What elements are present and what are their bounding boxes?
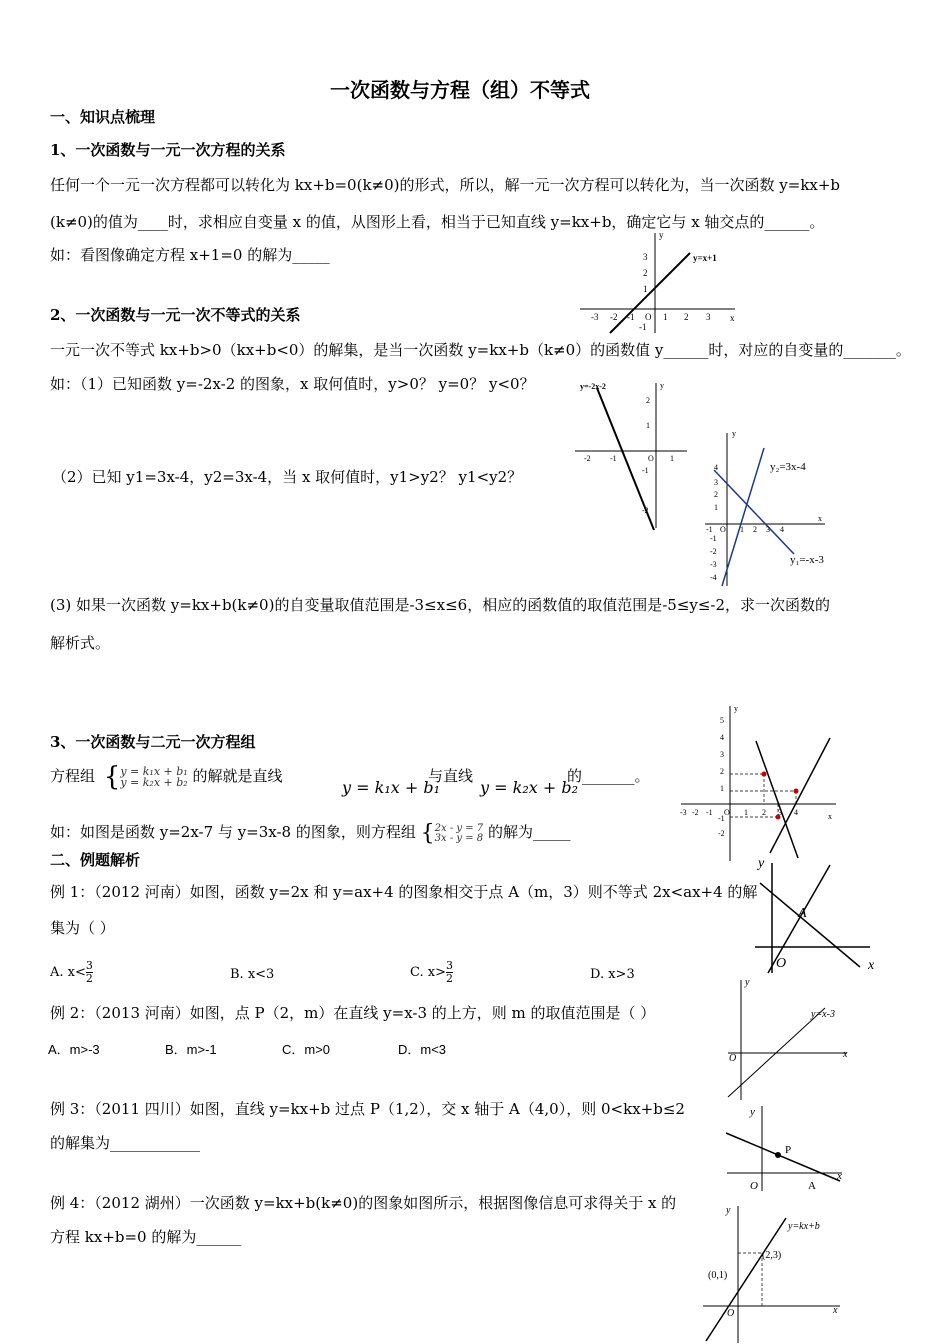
section-heading-examples: 二、例题解析 xyxy=(50,851,141,869)
graph-example-1 xyxy=(750,855,880,975)
svg-text:O: O xyxy=(720,525,726,534)
paragraph-s2-line1: 一元一次不等式 kx+b>0（kx+b<0）的解集，是当一次函数 y=kx+b（k≠0）的函数值 y______时，对应的自变量的_______。 xyxy=(50,341,911,359)
svg-text:1: 1 xyxy=(714,503,718,512)
svg-text:-1: -1 xyxy=(627,312,635,322)
point-0-1-label: (0,1) xyxy=(708,1270,728,1281)
svg-text:x: x xyxy=(843,1049,848,1060)
svg-text:3: 3 xyxy=(714,478,718,487)
svg-text:3: 3 xyxy=(766,525,770,534)
svg-text:x: x xyxy=(730,313,735,323)
svg-text:O: O xyxy=(645,312,652,322)
svg-text:1: 1 xyxy=(646,421,650,430)
point-p xyxy=(775,1152,781,1158)
svg-text:y: y xyxy=(745,977,750,988)
svg-text:-2: -2 xyxy=(692,808,699,817)
example-4-line2: 方程 kx+b=0 的解为______ xyxy=(50,1228,242,1246)
svg-text:2: 2 xyxy=(762,808,766,817)
svg-text:2: 2 xyxy=(714,490,718,499)
svg-text:y: y xyxy=(758,856,765,871)
svg-text:2: 2 xyxy=(684,312,689,322)
subsection-heading-2: 2、一次函数与一元一次不等式的关系 xyxy=(50,306,301,324)
graph-2-label: y=-2x-2 xyxy=(580,382,606,391)
paragraph-s1-line2: (k≠0)的值为____时，求相应自变量 x 的值，从图形上看，相当于已知直线 y=kx+b，确定它与 x 轴交点的______。 xyxy=(50,213,825,231)
svg-text:-1: -1 xyxy=(706,525,713,534)
option-b: B. x<3 xyxy=(230,967,275,982)
graph-3-label-y2: y₂=3x-4 xyxy=(770,461,806,473)
subsection-heading-1: 1、一次函数与一元一次方程的关系 xyxy=(50,141,286,159)
section-heading-knowledge: 一、知识点梳理 xyxy=(50,108,156,126)
svg-text:x: x xyxy=(828,812,832,821)
fraction-3-2-a xyxy=(86,960,93,985)
point-a-label: A xyxy=(798,906,807,921)
point-red-1 xyxy=(762,772,767,777)
svg-text:x: x xyxy=(837,1170,842,1182)
svg-text:3: 3 xyxy=(643,252,648,262)
graph-two-lines xyxy=(700,428,845,588)
svg-text:O: O xyxy=(776,956,787,971)
line-y-ax-4 xyxy=(760,883,860,967)
example-system-eq-1: 2x - y = 7 xyxy=(434,822,484,834)
svg-text:-3: -3 xyxy=(680,808,687,817)
svg-text:-1: -1 xyxy=(710,534,717,543)
example-2-line1: 例 2：（2013 河南）如图，点 P（2，m）在直线 y=x-3 的上方，则 m 的取值范围是（ ） xyxy=(50,1004,656,1022)
option-d: D. x>3 xyxy=(590,967,635,982)
option-c-text: C. x> xyxy=(410,965,446,980)
svg-text:1: 1 xyxy=(740,525,744,534)
svg-text:5: 5 xyxy=(720,716,724,725)
svg-text:2: 2 xyxy=(720,767,724,776)
example-s2-3-line2: 解析式。 xyxy=(50,634,111,652)
example-1-line1: 例 1：（2012 河南）如图，函数 y=2x 和 y=ax+4 的图象相交于点 A（m，3）则不等式 2x<ax+4 的解 xyxy=(50,883,758,901)
graph-y-x-plus-1 xyxy=(575,228,745,338)
example-system-eq-2: 3x - y = 8 xyxy=(434,832,484,844)
line-b xyxy=(770,738,830,853)
svg-text:4: 4 xyxy=(714,463,718,472)
fraction-den: 2 xyxy=(445,972,453,985)
example-1-line2: 集为（ ） xyxy=(50,919,115,937)
s3-text-a: 方程组 xyxy=(50,767,96,785)
subsection-heading-3: 3、一次函数与二元一次方程组 xyxy=(50,733,256,751)
svg-text:-2: -2 xyxy=(710,547,717,556)
svg-text:4: 4 xyxy=(780,525,784,534)
page-title: 一次函数与方程（组）不等式 xyxy=(330,78,590,102)
svg-text:-2: -2 xyxy=(610,312,618,322)
option-a-text: A. x< xyxy=(50,965,86,980)
point-2-3-label: (2,3) xyxy=(762,1250,782,1261)
s3-text-c: 与直线 xyxy=(428,767,474,785)
e2-option-c: C．m>0 xyxy=(282,1042,331,1057)
svg-text:2: 2 xyxy=(753,525,757,534)
svg-text:1: 1 xyxy=(744,808,748,817)
graph-system-lines xyxy=(678,703,838,863)
svg-text:-1: -1 xyxy=(718,814,725,823)
option-c xyxy=(410,960,453,985)
point-p-label: P xyxy=(785,1144,792,1156)
svg-text:-1: -1 xyxy=(610,454,617,463)
line-y2 xyxy=(722,448,764,586)
graph-example-2 xyxy=(725,975,855,1105)
example-s1: 如：看图像确定方程 x+1=0 的解为_____ xyxy=(50,246,330,264)
fraction-den: 2 xyxy=(85,972,93,985)
option-a xyxy=(50,960,93,985)
svg-text:y: y xyxy=(660,381,664,390)
svg-text:3: 3 xyxy=(706,312,711,322)
svg-text:1: 1 xyxy=(663,312,668,322)
svg-text:y: y xyxy=(750,1106,755,1118)
system-eq-2: y = k₂x + b₂ xyxy=(120,776,188,789)
svg-text:-1: -1 xyxy=(642,466,649,475)
svg-text:O: O xyxy=(648,454,654,463)
graph-3-label-y1: y₁=-x-3 xyxy=(790,554,824,566)
svg-text:-2: -2 xyxy=(642,506,649,515)
svg-text:O: O xyxy=(724,808,730,817)
svg-text:1: 1 xyxy=(643,284,648,294)
svg-text:y: y xyxy=(734,704,738,713)
svg-text:y: y xyxy=(732,429,736,438)
svg-text:4: 4 xyxy=(720,733,724,742)
point-red-2 xyxy=(794,789,799,794)
svg-text:-3: -3 xyxy=(710,560,717,569)
svg-text:-2: -2 xyxy=(584,454,591,463)
svg-text:-1: -1 xyxy=(706,808,713,817)
graph-example-4 xyxy=(700,1203,845,1343)
example-s2-1: 如：（1）已知函数 y=-2x-2 的图象，x 取何值时，y>0？ y=0？ y<0？ xyxy=(50,375,535,393)
example-3-line1: 例 3：（2011 四川）如图，直线 y=kx+b 过点 P（1,2），交 x 轴于 A（4,0），则 0<kx+b≤2 xyxy=(50,1100,685,1118)
svg-text:2: 2 xyxy=(643,268,648,278)
svg-text:2: 2 xyxy=(646,396,650,405)
function-line xyxy=(726,1133,840,1181)
paragraph-s3 xyxy=(50,762,283,792)
graph-example-3 xyxy=(722,1103,847,1193)
line-equation-2: y = k₂x + b₂ xyxy=(480,778,578,797)
svg-text:-3: -3 xyxy=(591,312,599,322)
svg-text:x: x xyxy=(818,514,822,523)
fraction-num: 3 xyxy=(445,959,453,972)
graph-example-2-label: y=x-3 xyxy=(811,1009,835,1020)
svg-text:-4: -4 xyxy=(710,573,717,582)
svg-text:y: y xyxy=(659,230,664,240)
example-equation-system: { 2x - y = 7 3x - y = 8 xyxy=(420,820,484,846)
svg-text:x: x xyxy=(868,958,875,973)
example-s3 xyxy=(50,822,570,844)
s3-ex-text-b: 的解为_____ xyxy=(487,823,571,841)
example-4-line1: 例 4：（2012 湖州）一次函数 y=kx+b(k≠0)的图象如图所示，根据图像信息可求得关于 x 的 xyxy=(50,1194,677,1212)
example-s2-2: （2）已知 y1=3x-4，y2=3x-4，当 x 取何值时，y1>y2？ y1<y2？ xyxy=(52,468,523,486)
graph-y-minus-2x-minus-2 xyxy=(572,378,692,533)
fraction-num: 3 xyxy=(85,959,93,972)
fraction-3-2-c xyxy=(446,960,453,985)
line-equation-1: y = k₁x + b₁ xyxy=(342,778,440,797)
system-eq-1: y = k₁x + b₁ xyxy=(120,765,188,778)
s3-text-b: 的解就是直线 xyxy=(192,767,283,785)
svg-text:3: 3 xyxy=(778,808,782,817)
equation-system: { y = k₁x + b₁ y = k₂x + b₂ xyxy=(103,762,188,792)
graph-example-4-label: y=kx+b xyxy=(788,1221,820,1232)
graph-1-label: y=x+1 xyxy=(693,253,717,263)
svg-text:1: 1 xyxy=(670,454,674,463)
svg-text:1: 1 xyxy=(720,784,724,793)
e2-option-a: A．m>-3 xyxy=(48,1042,100,1057)
svg-text:y: y xyxy=(726,1205,731,1216)
example-s2-3-line1: (3) 如果一次函数 y=kx+b(k≠0)的自变量取值范围是-3≤x≤6，相应的函数值的取值范围是-5≤y≤-2，求一次函数的 xyxy=(50,596,831,614)
e2-option-b: B．m>-1 xyxy=(165,1042,217,1057)
e2-option-d: D．m<3 xyxy=(398,1042,447,1057)
paragraph-s1-line1: 任何一个一元一次方程都可以转化为 kx+b=0(k≠0)的形式，所以，解一元一次方程可以转化为，当一次函数 y=kx+b xyxy=(50,176,841,194)
s3-text-d: 的_______。 xyxy=(567,767,650,785)
svg-text:O: O xyxy=(729,1053,737,1064)
svg-text:O: O xyxy=(727,1308,735,1319)
point-a-label: A xyxy=(808,1180,816,1192)
svg-text:-2: -2 xyxy=(718,829,725,838)
svg-text:x: x xyxy=(833,1305,838,1316)
example-3-line2: 的解集为____________ xyxy=(50,1134,201,1152)
svg-text:4: 4 xyxy=(794,808,798,817)
svg-text:-1: -1 xyxy=(639,322,647,332)
svg-text:O: O xyxy=(750,1180,758,1192)
svg-text:3: 3 xyxy=(720,750,724,759)
s3-ex-text-a: 如：如图是函数 y=2x-7 与 y=3x-8 的图象，则方程组 xyxy=(50,823,416,841)
